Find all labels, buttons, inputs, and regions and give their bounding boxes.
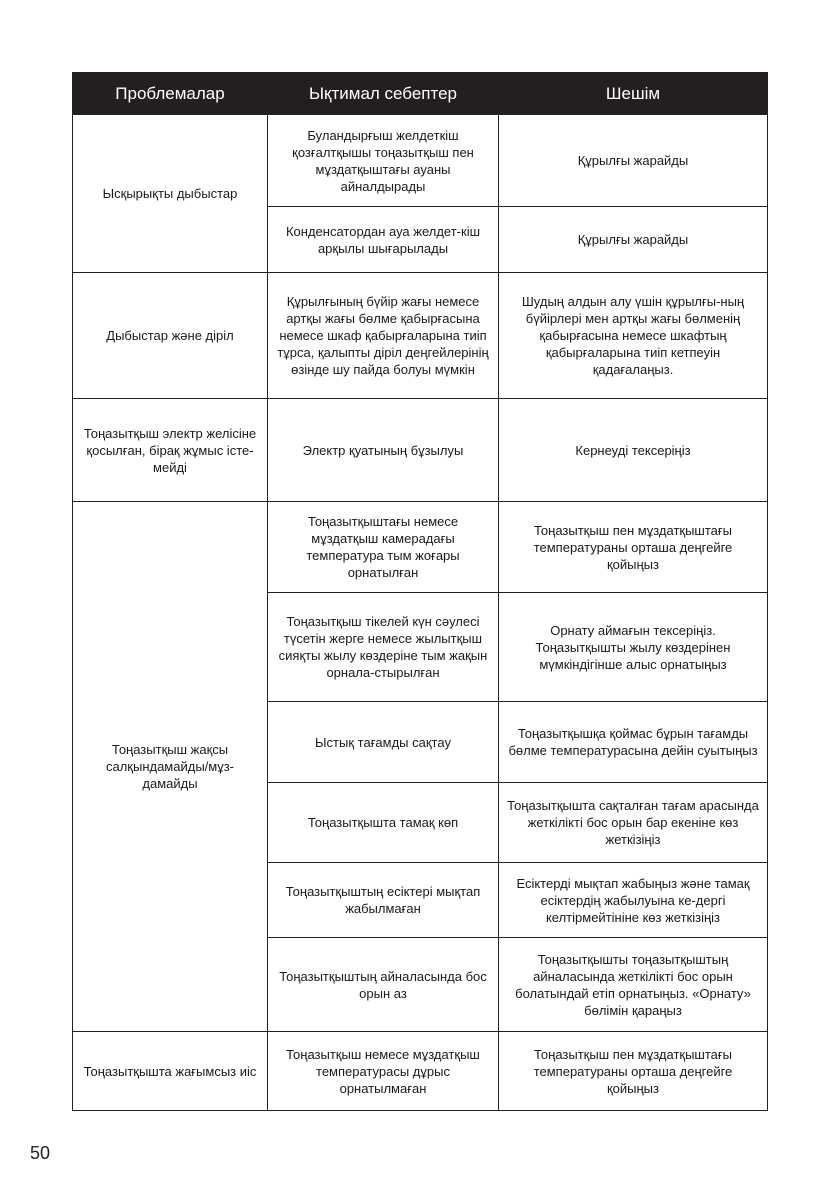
problem-cell: Тоңазытқышта жағымсыз иіс: [73, 1032, 268, 1111]
solution-cell: Есіктерді мықтап жабыңыз және тамақ есіктердің жабылуына ке-дергі келтірмейтініне көз жеткізіңіз: [499, 863, 768, 938]
problem-cell: Тоңазытқыш электр желісіне қосылған, бірақ жұмыс істе-мейді: [73, 399, 268, 502]
cause-cell: Тоңазытқыштағы немесе мұздатқыш камерадағы температура тым жоғары орнатылған: [268, 502, 499, 593]
cause-cell: Тоңазытқыш тікелей күн сәулесі түсетін жерге немесе жылытқыш сияқты жылу көздеріне тым жақын орнала-стырылған: [268, 593, 499, 702]
solution-cell: Орнату аймағын тексеріңіз. Тоңазытқышты жылу көздерінен мүмкіндігінше алыс орнатыңыз: [499, 593, 768, 702]
solution-cell: Тоңазытқыш пен мұздатқыштағы температураны орташа деңгейге қойыңыз: [499, 1032, 768, 1111]
problem-cell: Ысқырықты дыбыстар: [73, 115, 268, 273]
cause-cell: Конденсатордан ауа желдет-кіш арқылы шығарылады: [268, 207, 499, 273]
cause-cell: Тоңазытқыш немесе мұздатқыш температурасы дұрыс орнатылмаған: [268, 1032, 499, 1111]
table-row: [73, 1032, 768, 1111]
solution-cell: Құрылғы жарайды: [499, 115, 768, 207]
solution-cell: Тоңазытқышты тоңазытқыштың айналасында жеткілікті бос орын болатындай етіп орнатыңыз. «Орнату» бөлімін қараңыз: [499, 938, 768, 1032]
table-header-row: [73, 73, 768, 115]
problem-cell: Тоңазытқыш жақсы салқындамайды/мұз-дамайды: [73, 502, 268, 1032]
cause-cell: Буландырғыш желдеткіш қозғалтқышы тоңазытқыш пен мұздатқыштағы ауаны айналдырады: [268, 115, 499, 207]
troubleshooting-table: [72, 72, 768, 1111]
solution-cell: Тоңазытқыш пен мұздатқыштағы температураны орташа деңгейге қойыңыз: [499, 502, 768, 593]
page-number: 50: [30, 1143, 51, 1163]
header-problems: Проблемалар: [73, 73, 268, 115]
cause-cell: Құрылғының бүйір жағы немесе артқы жағы бөлме қабырғасына немесе шкаф қабырғаларына тиіп тұрса, қалыпты діріл деңгейлерінің өзінде шу пайда болуы мүмкін: [268, 273, 499, 399]
cause-cell: Электр қуатының бұзылуы: [268, 399, 499, 502]
table-row: [73, 399, 768, 502]
problem-cell: Дыбыстар және діріл: [73, 273, 268, 399]
solution-cell: Құрылғы жарайды: [499, 207, 768, 273]
solution-cell: Тоңазытқышқа қоймас бұрын тағамды бөлме температурасына дейін суытыңыз: [499, 702, 768, 783]
table-row: [73, 273, 768, 399]
table-row: [73, 502, 768, 593]
table-row: [73, 115, 768, 207]
cause-cell: Тоңазытқышта тамақ көп: [268, 783, 499, 863]
cause-cell: Тоңазытқыштың есіктері мықтап жабылмаған: [268, 863, 499, 938]
cause-cell: Тоңазытқыштың айналасында бос орын аз: [268, 938, 499, 1032]
cause-cell: Ыстық тағамды сақтау: [268, 702, 499, 783]
header-solution: Шешім: [499, 73, 768, 115]
solution-cell: Шудың алдын алу үшін құрылғы-ның бүйірлері мен артқы жағы бөлменің қабырғасына немесе шкафтың қабырғаларына тиіп кетпеуін қадағалаңыз.: [499, 273, 768, 399]
solution-cell: Тоңазытқышта сақталған тағам арасында жеткілікті бос орын бар екеніне көз жеткізіңіз: [499, 783, 768, 863]
header-causes: Ықтимал себептер: [268, 73, 499, 115]
solution-cell: Кернеуді тексеріңіз: [499, 399, 768, 502]
